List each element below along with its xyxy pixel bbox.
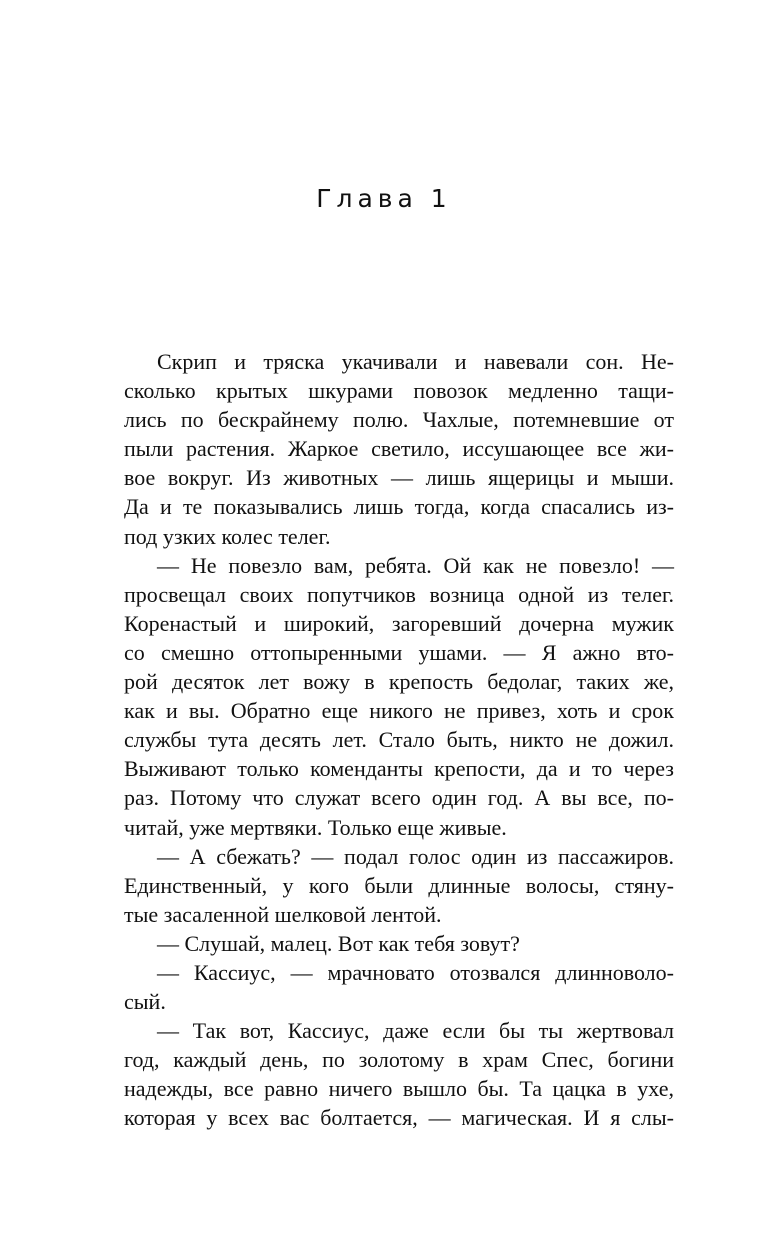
body-text bbox=[124, 347, 674, 1133]
text-line: раз. Потому что служат всего один год. А вы все, по- bbox=[124, 785, 674, 811]
text-line: которая у всех вас болтается, — магическая. И я слы- bbox=[124, 1105, 674, 1131]
text-line: рой десяток лет вожу в крепость бедолаг, таких же, bbox=[124, 669, 674, 695]
text-line: тые засаленной шелковой лентой. bbox=[124, 901, 442, 927]
text-line: сколько крытых шкурами повозок медленно тащи- bbox=[124, 378, 674, 404]
text-line: просвещал своих попутчиков возница одной из телег. bbox=[124, 581, 674, 607]
text-line: Да и те показывались лишь тогда, когда спасались из- bbox=[124, 494, 674, 520]
text-line: — Так вот, Кассиус, даже если бы ты жертвовал bbox=[157, 1018, 674, 1044]
text-line: сый. bbox=[124, 989, 166, 1015]
text-line: службы тута десять лет. Стало быть, никто не дожил. bbox=[124, 727, 674, 753]
text-line: Выживают только коменданты крепости, да и то через bbox=[124, 756, 674, 782]
text-line: под узких колес телег. bbox=[124, 523, 331, 549]
text-line: вое вокруг. Из животных — лишь ящерицы и мыши. bbox=[124, 465, 674, 491]
text-line: — Не повезло вам, ребята. Ой как не повезло! — bbox=[157, 552, 674, 578]
chapter-title: Глава 1 bbox=[316, 184, 452, 213]
text-line: пыли растения. Жаркое светило, иссушающее все жи- bbox=[124, 436, 674, 462]
text-line: Коренастый и широкий, загоревший дочерна мужик bbox=[124, 610, 674, 636]
text-line: год, каждый день, по золотому в храм Спес, богини bbox=[124, 1047, 674, 1073]
text-line: — А сбежать? — подал голос один из пассажиров. bbox=[157, 843, 674, 869]
text-line: — Слушай, малец. Вот как тебя зовут? bbox=[157, 930, 520, 956]
text-line: — Кассиус, — мрачновато отозвался длинноволо- bbox=[157, 959, 674, 985]
text-line: как и вы. Обратно еще никого не привез, хоть и срок bbox=[124, 698, 674, 724]
text-line: лись по бескрайнему полю. Чахлые, потемневшие от bbox=[124, 407, 674, 433]
text-line: надежды, все равно ничего вышло бы. Та цацка в ухе, bbox=[124, 1076, 674, 1102]
text-line: Единственный, у кого были длинные волосы, стяну- bbox=[124, 872, 674, 898]
text-line: Скрип и тряска укачивали и навевали сон. Не- bbox=[157, 349, 674, 374]
text-line: со смешно оттопыренными ушами. — Я ажно вто- bbox=[124, 639, 674, 665]
text-line: читай, уже мертвяки. Только еще живые. bbox=[124, 814, 507, 840]
